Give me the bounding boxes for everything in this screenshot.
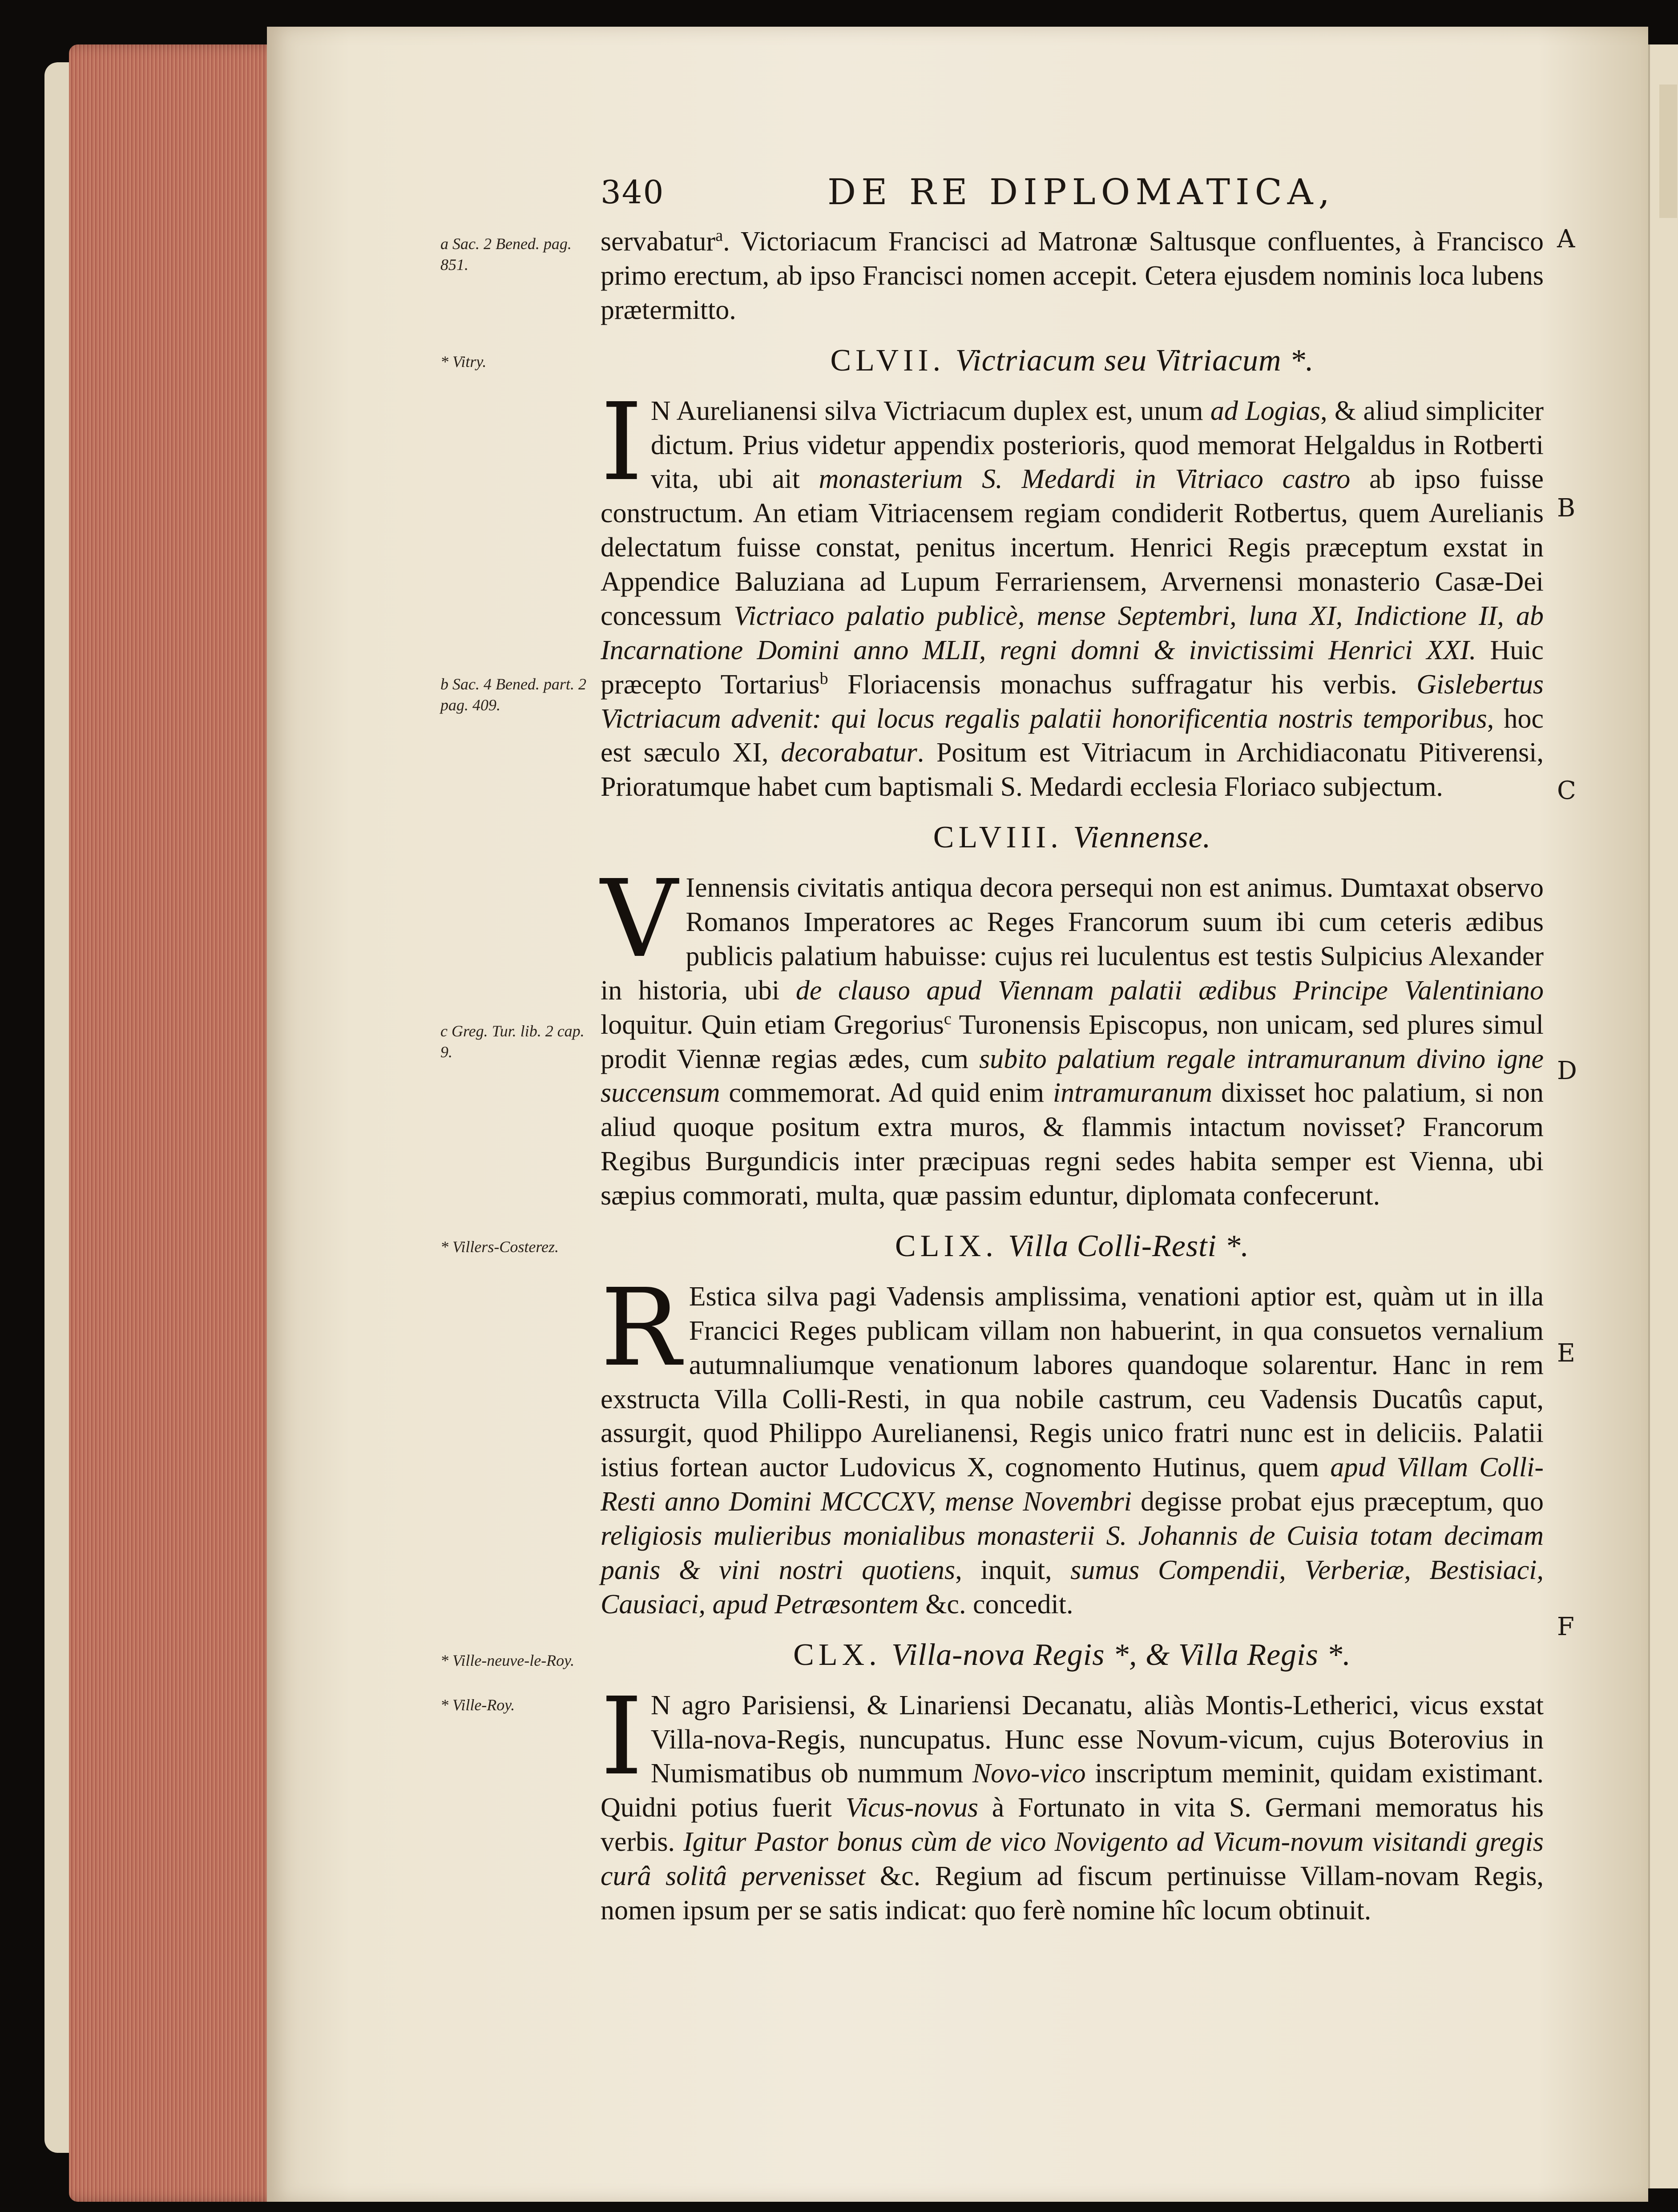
intro-paragraph: servabatur$^a$. Victoriacum Francisci ad Matronæ Saltusque confluentes, à Francisco primo erectum, ab ipso Francisci nomen accepit. Cetera ejusdem nominis loca lubens prætermitto. (601, 226, 1544, 325)
margin-note-villeneuve: * Ville-neuve-le-Roy. (440, 1652, 575, 1669)
margin-note-b: b Sac. 4 Bened. part. 2 pag. 409. (440, 675, 586, 714)
section-clix-text: R Estica silva pagi Vadensis amplissima, venationi aptior est, quàm ut in illa Francici Reges publicam villam non habuerint, in qua consuetos vernalium autumnaliumque venationum labores quandoque solarentur. Hanc in rem exstructa Villa Colli-Resti, in qua nobile castrum, ceu Vadensis Ducatûs caput, assurgit, quod Philippo Aurelianensi, Regis unico fratri nunc est in deliciis. Palatii istius fortean auctor Ludovicus X, cognomento Hutinus, quem apud Villam Colli-Resti anno Domini MCCCXV, mense Novembri degisse probat ejus præceptum, quo religiosis mulieribus monialibus monasterii S. Johannis de Cuisia totam decimam panis & vini nostri quotiens, inquit, sumus Compendii, Verberiæ, Bestisiaci, Causiaci, apud Petræsontem &c. concedit. (601, 1265, 1544, 1620)
drop-cap: I (601, 1674, 643, 1799)
facing-page-edge (1648, 44, 1678, 2188)
drop-cap: V (601, 857, 678, 982)
margin-note-villeroy: * Ville-Roy. (440, 1696, 515, 1714)
margin-letter-a: A (1557, 225, 1575, 254)
margin-note-c: c Greg. Tur. lib. 2 cap. 9. (440, 1022, 585, 1061)
page-body (601, 225, 1544, 1928)
section-clviii-text: V Iennensis civitatis antiqua decora persequi non est animus. Dumtaxat observo Romanos Imperatores ac Reges Francorum suum ibi cum ceteris ædibus publicis palatium habuisse: cujus rei luculentus est testis Sulpicius Alexander in historia, ubi de clauso apud Viennam palatii ædibus Principe Valentiniano loquitur. Quin etiam Gregorius$^c$ Turonensis Episcopus, non unicam, sed plures simul prodit Viennæ regias ædes, cum subito palatium regale intramuranum divino igne succensum commemorat. Ad quid enim intramuranum dixisset hoc palatium, si non aliud quoque positum extra muros, & flammis intactum novisset? Francorum Regibus Burgundicis inter præcipuas regni sedes habita semper est Vienna, ubi sæpius commorati, multa, quæ passim eduntur, diplomata confecerunt. (601, 857, 1544, 1211)
page-header (601, 169, 1557, 218)
section-heading-clviii: CLVIII. Viennense. (933, 820, 1211, 855)
margin-note-villers: * Villers-Costerez. (440, 1238, 559, 1256)
page-number: 340 (601, 173, 665, 211)
book-spine-edge (44, 62, 71, 2153)
drop-cap: R (601, 1265, 681, 1390)
margin-letter-d: D (1557, 1056, 1577, 1085)
margin-letter-e: E (1557, 1339, 1575, 1368)
drop-cap: I (601, 379, 643, 504)
running-title: DE RE DIPLOMATICA, (827, 171, 1335, 213)
section-heading-clix: CLIX. Villa Colli-Resti *. (895, 1229, 1250, 1263)
margin-letter-f: F (1557, 1612, 1574, 1641)
facing-page-strip (1659, 85, 1677, 218)
section-clvii-text: I N Aurelianensi silva Victriacum duplex est, unum ad Logias, & aliud simpliciter dictum. Prius videtur appendix posterioris, quod memorat Helgaldus in Rotberti vita, ubi ait monasterium S. Medardi in Vitriaco castro ab ipso fuisse constructum. An etiam Vitriacensem regiam condiderit Rotbertus, quem Aurelianis delectatum fuisse constat, penitus incertum. Henrici Regis præceptum exstat in Appendice Baluziana ad Lupum Ferrariensem, Arvernensi monasterio Casæ-Dei concessum Victriaco palatio publicè, mense Septembri, luna XI, Indictione II, ab Incarnatione Domini anno MLII, regni domni & invictissimi Henrici XXI. Huic præcepto Tortarius$^b$ Floriacensis monachus suffragatur his verbis. Gislebertus Victriacum advenit: qui locus regalis palatii honorificentia nostris temporibus, hoc est sæculo XI, decorabatur. Positum est Vitriacum in Archidiaconatu Pitiverensi, Prioratumque habet cum baptismali S. Medardi ecclesia Floriaco subjectum. (601, 379, 1544, 802)
section-heading-clx: CLX. Villa-nova Regis *, & Villa Regis *. (793, 1637, 1351, 1672)
margin-letter-c: C (1557, 776, 1576, 805)
section-heading-clvii: CLVII. Victriacum seu Vitriacum *. (830, 343, 1314, 378)
section-clx-text: I N agro Parisiensi, & Linariensi Decanatu, aliàs Montis-Letherici, vicus exstat Villa-nova-Regis, nuncupatus. Hunc esse Novum-vicum, cujus Boterovius in Numismatibus ob nummum Novo-vico inscriptum meminit, quidam existimant. Quidni potius fuerit Vicus-novus à Fortunato in vita S. Germani memoratus his verbis. Igitur Pastor bonus cùm de vico Novigento ad Vicum-novum visitandi gregis curâ solitâ pervenisset &c. Regium ad fiscum pertinuisse Villam-novam Regis, nomen ipsum per se satis indicat: quo ferè nomine hîc locum obtinuit. (601, 1674, 1544, 1926)
margin-note-vitry: * Vitry. (440, 353, 487, 371)
margin-note-a: a Sac. 2 Bened. pag. 851. (440, 235, 572, 274)
margin-letter-b: B (1557, 494, 1576, 523)
page-block-edges (69, 44, 282, 2202)
